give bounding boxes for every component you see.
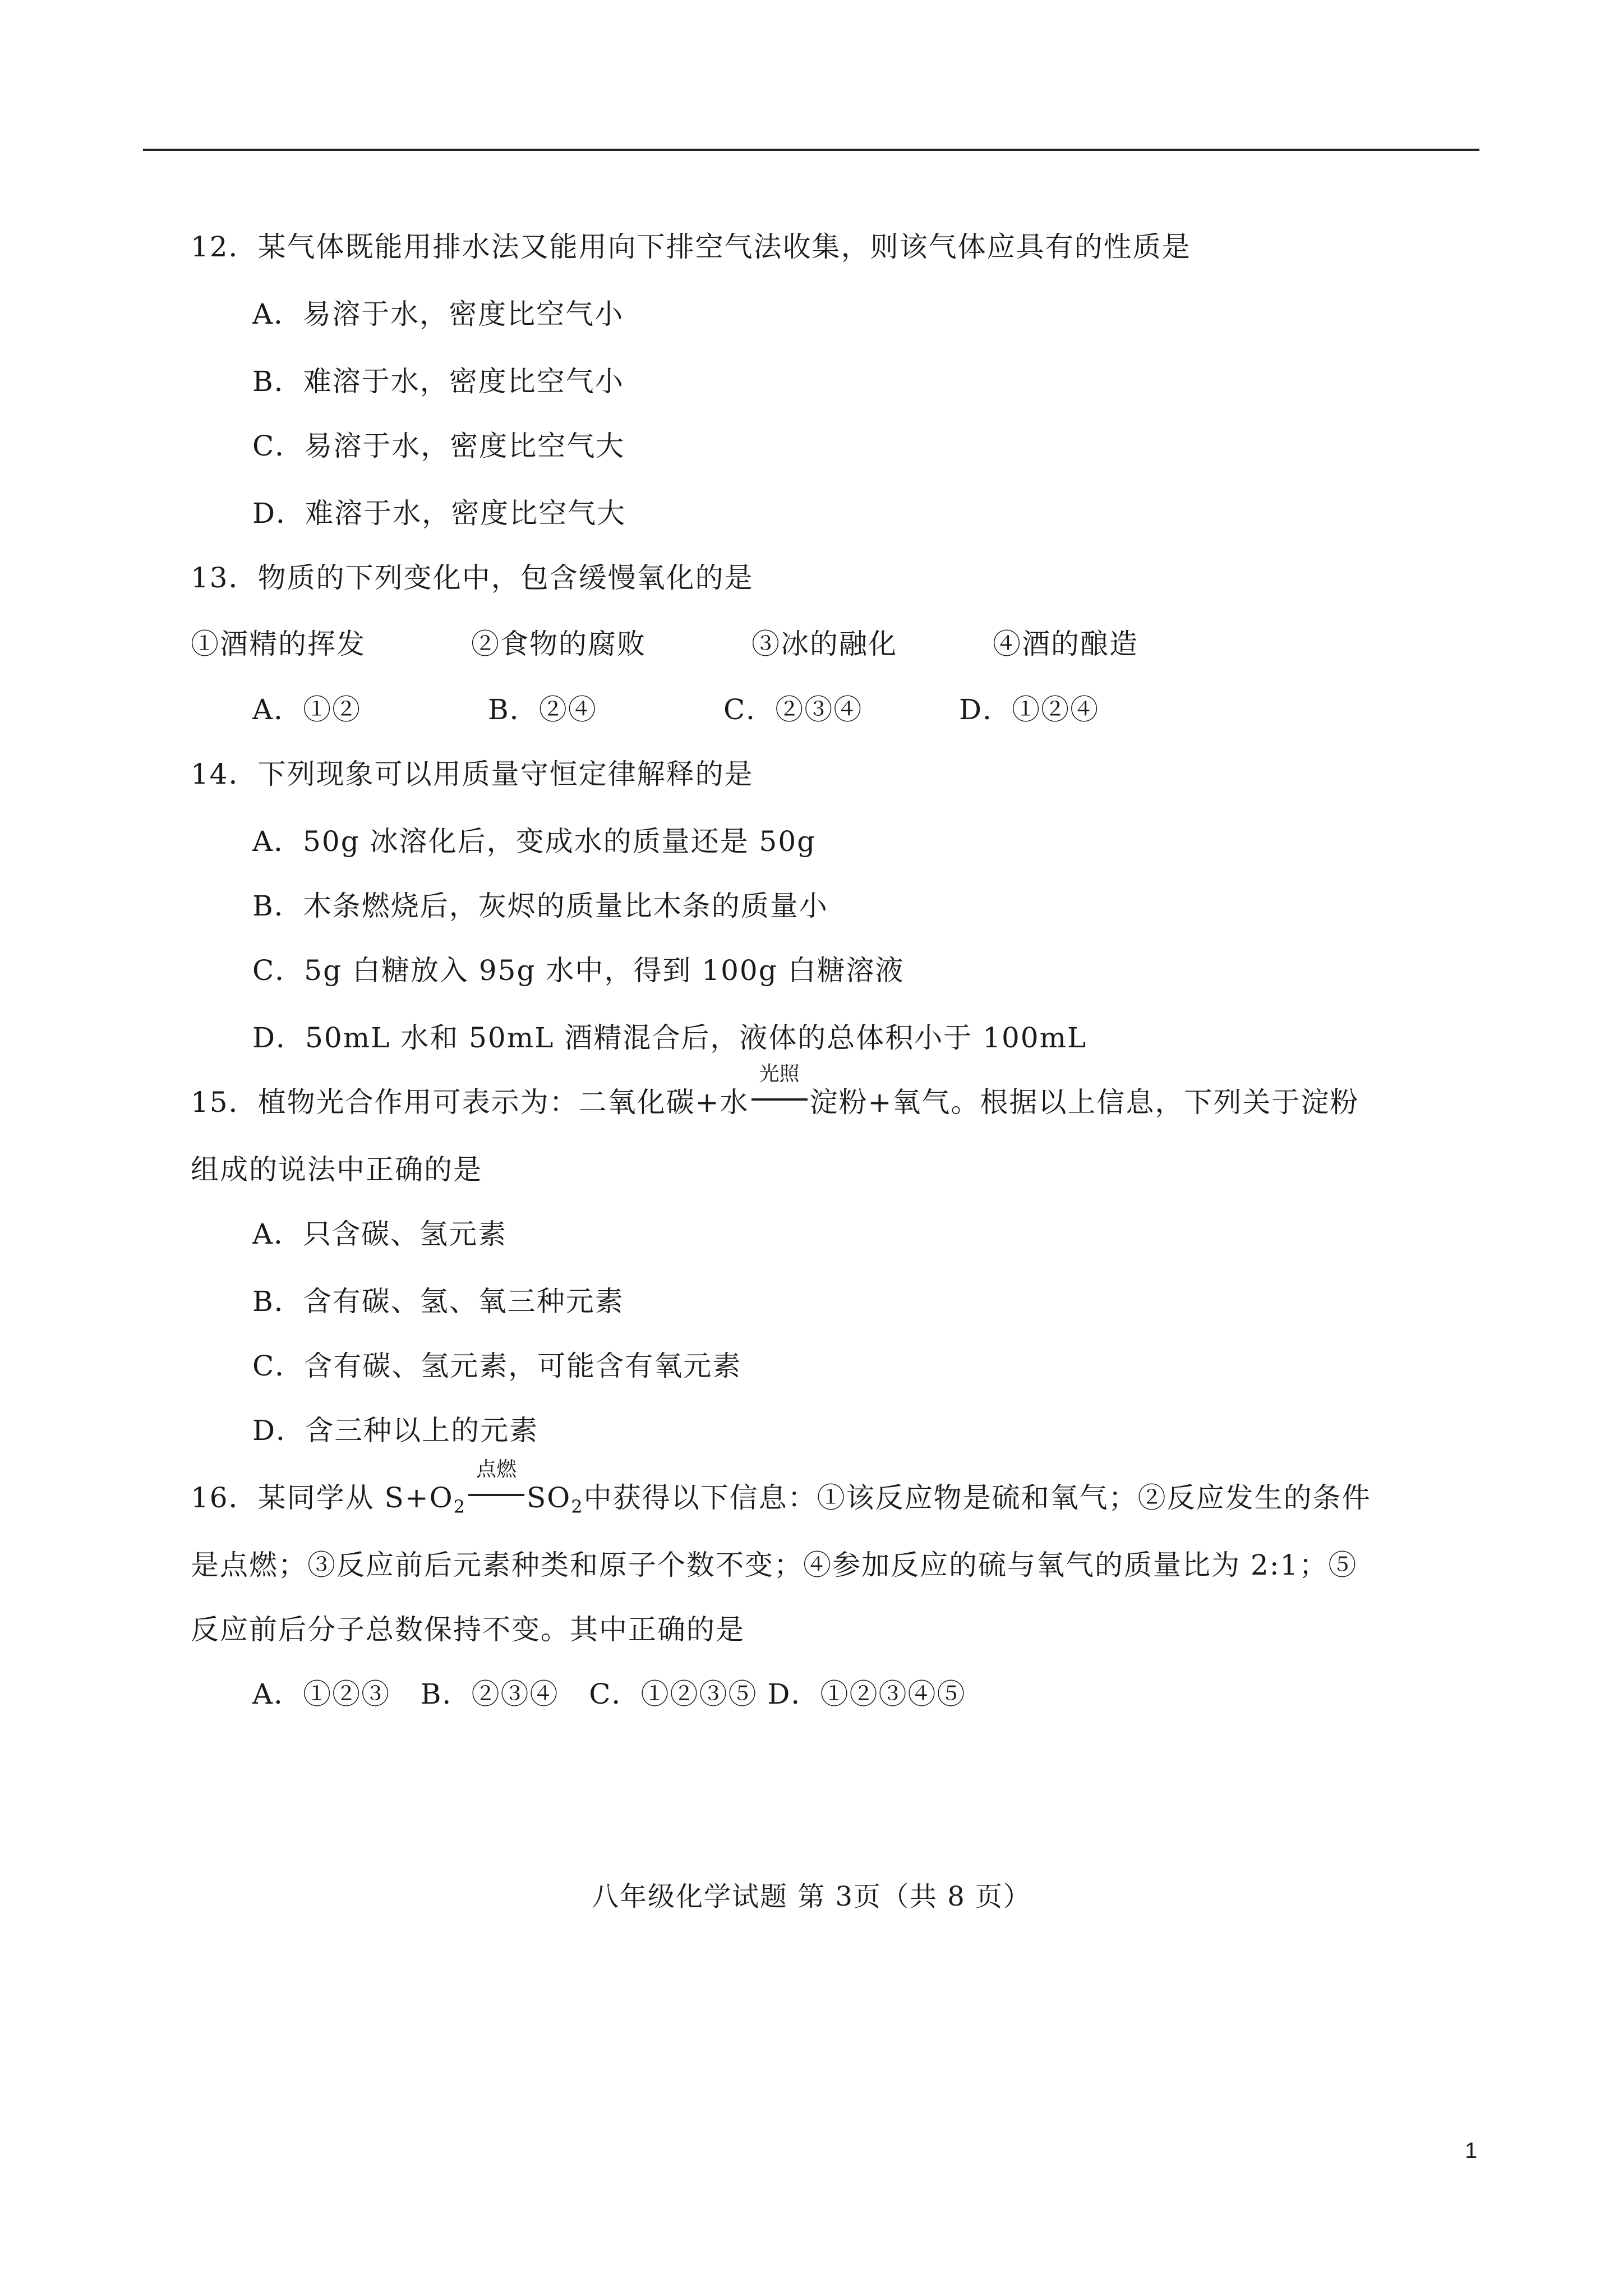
q13-option-b: B．②④ xyxy=(488,693,597,726)
q13-option-a: A．①② xyxy=(252,693,362,726)
q15-stem-before: 15．植物光合作用可表示为：二氧化碳+水 xyxy=(191,1086,749,1119)
page-footer: 八年级化学试题 第 3页（共 8 页） xyxy=(591,1881,1032,1912)
q15-option-c: C．含有碳、氢元素，可能含有氧元素 xyxy=(252,1350,742,1382)
q14-option-c: C．5g 白糖放入 95g 水中，得到 100g 白糖溶液 xyxy=(252,954,905,987)
q12-option-a: A．易溶于水，密度比空气小 xyxy=(252,298,624,330)
q13-stem: 13．物质的下列变化中，包含缓慢氧化的是 xyxy=(191,562,754,594)
q15-stem-line1 xyxy=(191,1062,1359,1119)
header-rule xyxy=(143,149,1479,151)
q16-product: SO xyxy=(527,1481,571,1514)
q13-item-1: ①酒精的挥发 xyxy=(191,628,366,660)
q15-reaction-arrow xyxy=(751,1062,808,1119)
q13-option-c: C．②③④ xyxy=(723,693,863,726)
q12-option-b: B．难溶于水，密度比空气小 xyxy=(252,365,624,398)
q13-item-4: ④酒的酿造 xyxy=(993,628,1138,660)
q15-option-a: A．只含碳、氢元素 xyxy=(252,1218,508,1250)
q14-stem: 14．下列现象可以用质量守恒定律解释的是 xyxy=(191,758,754,790)
q12-stem: 12．某气体既能用排水法又能用向下排空气法收集，则该气体应具有的性质是 xyxy=(191,231,1191,263)
q13-item-2: ②食物的腐败 xyxy=(471,628,646,660)
q16-line1-rest: 中获得以下信息：①该反应物是硫和氧气；②反应发生的条件 xyxy=(583,1481,1371,1514)
q16-o2-subscript: 2 xyxy=(453,1496,467,1517)
page-number: 1 xyxy=(1465,2138,1478,2163)
q12-option-d: D．难溶于水，密度比空气大 xyxy=(252,497,626,530)
q16-options: A．①②③ B．②③④ C．①②③⑤ D．①②③④⑤ xyxy=(252,1678,966,1710)
q16-line1 xyxy=(191,1458,1371,1524)
q14-option-a: A．50g 冰溶化后，变成水的质量还是 50g xyxy=(252,825,817,858)
q16-line3: 反应前后分子总数保持不变。其中正确的是 xyxy=(191,1613,745,1646)
q15-option-d: D．含三种以上的元素 xyxy=(252,1414,539,1447)
q16-line2: 是点燃；③反应前后元素种类和原子个数不变；④参加反应的硫与氧气的质量比为 2:1；⑤ xyxy=(191,1549,1358,1581)
q16-reaction-arrow xyxy=(468,1458,524,1515)
q12-option-c: C．易溶于水，密度比空气大 xyxy=(252,430,625,462)
q14-option-d: D．50mL 水和 50mL 酒精混合后，液体的总体积小于 100mL xyxy=(252,1022,1087,1054)
q14-option-b: B．木条燃烧后，灰烬的质量比木条的质量小 xyxy=(252,890,828,922)
q16-condition: 点燃 xyxy=(476,1458,517,1481)
q15-option-b: B．含有碳、氢、氧三种元素 xyxy=(252,1285,624,1318)
q16-so2-subscript: 2 xyxy=(571,1496,584,1517)
q13-item-3: ③冰的融化 xyxy=(751,628,897,660)
q13-option-d: D．①②④ xyxy=(959,693,1100,726)
q15-stem-after: 淀粉+氧气。根据以上信息，下列关于淀粉 xyxy=(809,1086,1359,1119)
q15-condition: 光照 xyxy=(759,1062,800,1085)
q16-equation-start: 16．某同学从 S+O xyxy=(191,1481,454,1514)
q15-stem-line2: 组成的说法中正确的是 xyxy=(191,1153,482,1186)
